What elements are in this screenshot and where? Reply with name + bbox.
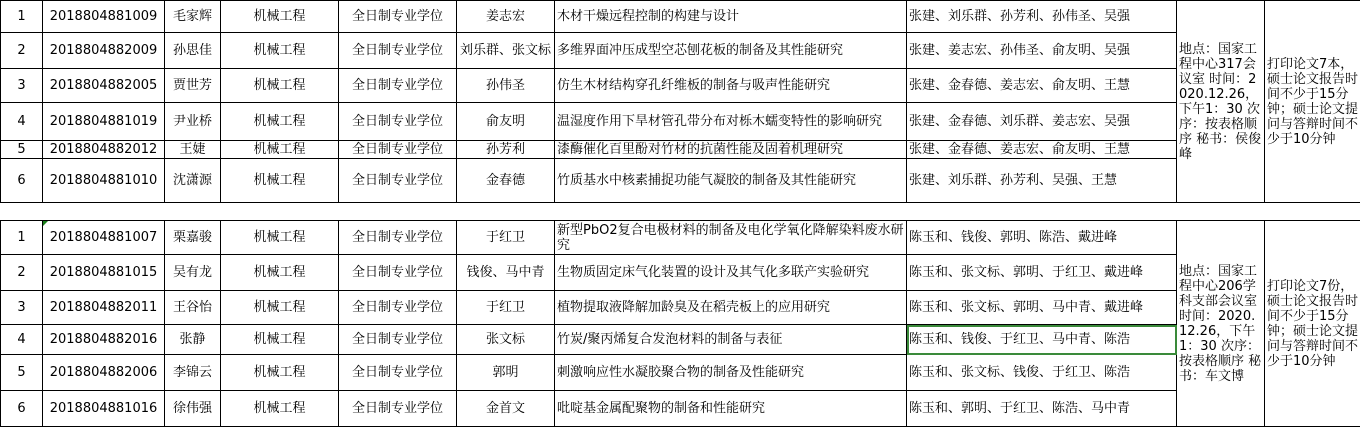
table-row — [1, 391, 1360, 427]
cell-committee[interactable]: 张建、刘乐群、孙芳利、孙伟圣、吴强 — [907, 1, 1177, 33]
spacer-cell[interactable] — [907, 203, 1177, 221]
cell-no[interactable]: 3 — [1, 291, 43, 325]
cell-no[interactable]: 6 — [1, 159, 43, 203]
cell-id[interactable]: 2018804881016 — [43, 391, 165, 427]
cell-title[interactable]: 漆酶催化百里酚对竹材的抗菌性能及固着机理研究 — [555, 141, 907, 159]
cell-advisor[interactable]: 郭明 — [457, 355, 555, 391]
cell-type[interactable]: 全日制专业学位 — [339, 291, 457, 325]
cell-title[interactable]: 竹炭/聚丙烯复合发泡材料的制备与表征 — [555, 325, 907, 355]
spacer-cell[interactable] — [43, 203, 165, 221]
cell-committee[interactable]: 张建、刘乐群、孙芳利、吴强、王慧 — [907, 159, 1177, 203]
cell-id[interactable]: 2018804881009 — [43, 1, 165, 33]
cell-no[interactable]: 2 — [1, 255, 43, 291]
cell-major[interactable]: 机械工程 — [221, 141, 339, 159]
cell-committee[interactable]: 张建、金春德、刘乐群、姜志宏、吴强 — [907, 103, 1177, 141]
cell-type[interactable]: 全日制专业学位 — [339, 69, 457, 103]
table-row — [1, 291, 1360, 325]
cell-advisor[interactable]: 俞友明 — [457, 103, 555, 141]
cell-id[interactable]: 2018804882005 — [43, 69, 165, 103]
cell-committee[interactable]: 陈玉和、张文标、郭明、马中青、戴进峰 — [907, 291, 1177, 325]
cell-type[interactable]: 全日制专业学位 — [339, 103, 457, 141]
cell-no[interactable]: 6 — [1, 391, 43, 427]
spacer-cell[interactable] — [165, 203, 221, 221]
spacer-row — [1, 203, 1360, 221]
cell-name[interactable]: 张静 — [165, 325, 221, 355]
cell-id[interactable]: 2018804882016 — [43, 325, 165, 355]
cell-major[interactable]: 机械工程 — [221, 355, 339, 391]
spacer-cell[interactable] — [1265, 203, 1360, 221]
table-row — [1, 159, 1360, 203]
cell-no[interactable]: 1 — [1, 221, 43, 255]
cell-name[interactable]: 沈潇源 — [165, 159, 221, 203]
cell-advisor[interactable]: 钱俊、马中青 — [457, 255, 555, 291]
table-row — [1, 325, 1360, 355]
cell-committee[interactable]: 陈玉和、钱俊、郭明、陈浩、戴进峰 — [907, 221, 1177, 255]
cell-id[interactable]: 2018804882012 — [43, 141, 165, 159]
cell-advisor[interactable]: 姜志宏 — [457, 1, 555, 33]
cell-major[interactable]: 机械工程 — [221, 221, 339, 255]
cell-major[interactable]: 机械工程 — [221, 291, 339, 325]
cell-id[interactable]: 2018804881015 — [43, 255, 165, 291]
cell-no[interactable]: 5 — [1, 355, 43, 391]
spacer-cell[interactable] — [1177, 203, 1265, 221]
cell-committee[interactable]: 陈玉和、张文标、郭明、于红卫、戴进峰 — [907, 255, 1177, 291]
cell-major[interactable]: 机械工程 — [221, 103, 339, 141]
cell-no[interactable]: 4 — [1, 103, 43, 141]
cell-title[interactable]: 吡啶基金属配聚物的制备和性能研究 — [555, 391, 907, 427]
cell-name[interactable]: 毛家辉 — [165, 1, 221, 33]
cell-name[interactable]: 王谷怡 — [165, 291, 221, 325]
cell-committee[interactable]: 张建、金春德、姜志宏、俞友明、王慧 — [907, 69, 1177, 103]
cell-name[interactable]: 贾世芳 — [165, 69, 221, 103]
cell-no[interactable]: 5 — [1, 141, 43, 159]
cell-id[interactable]: 2018804882009 — [43, 33, 165, 69]
cell-name[interactable]: 吴有龙 — [165, 255, 221, 291]
cell-advisor[interactable]: 金首文 — [457, 391, 555, 427]
cell-type[interactable]: 全日制专业学位 — [339, 1, 457, 33]
session-info-cell[interactable]: 地点：国家工程中心317会议室 时间：2020.12.26，下午1：30 次序：按表格顺序 秘书：侯俊峰 — [1177, 1, 1265, 203]
spacer-cell[interactable] — [339, 203, 457, 221]
spacer-cell[interactable] — [457, 203, 555, 221]
cell-id[interactable]: 2018804881007 — [43, 221, 165, 255]
session-note-cell[interactable]: 打印论文7份，硕士论文报告时间不少于15分钟；硕士论文提问与答辩时间不少于10分钟 — [1265, 221, 1360, 427]
table-row — [1, 141, 1360, 159]
cell-committee[interactable]: 张建、姜志宏、孙伟圣、俞友明、吴强 — [907, 33, 1177, 69]
cell-title[interactable]: 生物质固定床气化装置的设计及其气化多联产实验研究 — [555, 255, 907, 291]
cell-no[interactable]: 2 — [1, 33, 43, 69]
cell-type[interactable]: 全日制专业学位 — [339, 355, 457, 391]
cell-advisor[interactable]: 张文标 — [457, 325, 555, 355]
cell-advisor[interactable]: 于红卫 — [457, 221, 555, 255]
cell-name[interactable]: 尹业桥 — [165, 103, 221, 141]
cell-committee[interactable]: 陈玉和、张文标、钱俊、于红卫、陈浩 — [907, 355, 1177, 391]
cell-name[interactable]: 王婕 — [165, 141, 221, 159]
cell-id[interactable]: 2018804881019 — [43, 103, 165, 141]
cell-title[interactable]: 仿生木材结构穿孔纤维板的制备与吸声性能研究 — [555, 69, 907, 103]
cell-title[interactable]: 多维界面冲压成型空芯刨花板的制备及其性能研究 — [555, 33, 907, 69]
table-row — [1, 103, 1360, 141]
spacer-cell[interactable] — [221, 203, 339, 221]
cell-committee[interactable]: 陈玉和、钱俊、于红卫、马中青、陈浩 — [907, 325, 1177, 355]
cell-advisor[interactable]: 孙芳利 — [457, 141, 555, 159]
session-info-cell[interactable]: 地点：国家工程中心206学科支部会议室 时间：2020.12.26，下午1：30 次序：按表格顺序 秘书：车文博 — [1177, 221, 1265, 427]
cell-title[interactable]: 刺激响应性水凝胶聚合物的制备及性能研究 — [555, 355, 907, 391]
cell-type[interactable]: 全日制专业学位 — [339, 141, 457, 159]
cell-major[interactable]: 机械工程 — [221, 325, 339, 355]
cell-major[interactable]: 机械工程 — [221, 69, 339, 103]
cell-name[interactable]: 栗嘉骏 — [165, 221, 221, 255]
cell-advisor[interactable]: 孙伟圣 — [457, 69, 555, 103]
cell-advisor[interactable]: 金春德 — [457, 159, 555, 203]
cell-major[interactable]: 机械工程 — [221, 255, 339, 291]
cell-type[interactable]: 全日制专业学位 — [339, 221, 457, 255]
cell-title[interactable]: 新型PbO2复合电极材料的制备及电化学氧化降解染料废水研究 — [555, 221, 907, 255]
cell-advisor[interactable]: 刘乐群、张文标 — [457, 33, 555, 69]
cell-name[interactable]: 孙思佳 — [165, 33, 221, 69]
cell-name[interactable]: 李锦云 — [165, 355, 221, 391]
cell-id[interactable]: 2018804882006 — [43, 355, 165, 391]
cell-type[interactable]: 全日制专业学位 — [339, 325, 457, 355]
cell-type[interactable]: 全日制专业学位 — [339, 391, 457, 427]
cell-type[interactable]: 全日制专业学位 — [339, 159, 457, 203]
cell-major[interactable]: 机械工程 — [221, 391, 339, 427]
cell-committee[interactable]: 张建、金春德、姜志宏、俞友明、王慧 — [907, 141, 1177, 159]
cell-name[interactable]: 徐伟强 — [165, 391, 221, 427]
cell-title[interactable]: 植物提取液降解加龄臭及在稻壳板上的应用研究 — [555, 291, 907, 325]
cell-major[interactable]: 机械工程 — [221, 159, 339, 203]
table-row — [1, 355, 1360, 391]
spacer-cell[interactable] — [1, 203, 43, 221]
table-row — [1, 33, 1360, 69]
cell-title[interactable]: 温湿度作用下旱材管孔带分布对栎木蠕变特性的影响研究 — [555, 103, 907, 141]
cell-title[interactable]: 木材干燥远程控制的构建与设计 — [555, 1, 907, 33]
cell-major[interactable]: 机械工程 — [221, 33, 339, 69]
cell-no[interactable]: 4 — [1, 325, 43, 355]
cell-committee[interactable]: 陈玉和、郭明、于红卫、陈浩、马中青 — [907, 391, 1177, 427]
session-note-cell[interactable]: 打印论文7本，硕士论文报告时间不少于15分钟；硕士论文提问与答辩时间不少于10分钟 — [1265, 1, 1360, 203]
cell-no[interactable]: 1 — [1, 1, 43, 33]
cell-id[interactable]: 2018804882011 — [43, 291, 165, 325]
cell-type[interactable]: 全日制专业学位 — [339, 33, 457, 69]
table-row — [1, 255, 1360, 291]
cell-major[interactable]: 机械工程 — [221, 1, 339, 33]
cell-advisor[interactable]: 于红卫 — [457, 291, 555, 325]
cell-type[interactable]: 全日制专业学位 — [339, 255, 457, 291]
spacer-cell[interactable] — [555, 203, 907, 221]
cell-id[interactable]: 2018804881010 — [43, 159, 165, 203]
cell-no[interactable]: 3 — [1, 69, 43, 103]
cell-title[interactable]: 竹质基水中核素捕捉功能气凝胶的制备及其性能研究 — [555, 159, 907, 203]
table-row — [1, 221, 1360, 255]
table-row — [1, 69, 1360, 103]
table-row — [1, 1, 1360, 33]
